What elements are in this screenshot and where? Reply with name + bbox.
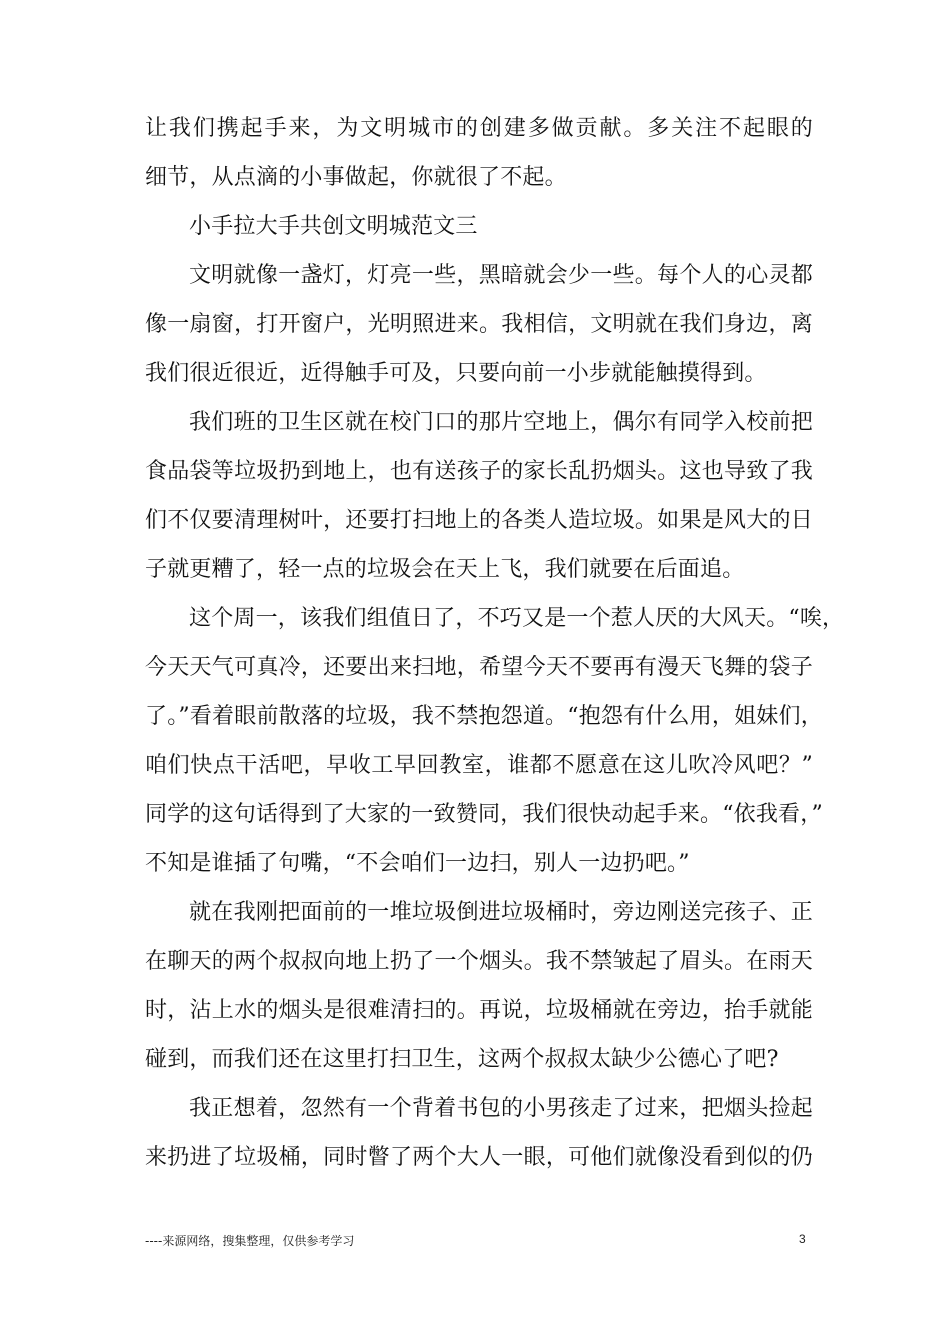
text-line: 在聊天的两个叔叔向地上扔了一个烟头。我不禁皱起了眉头。在雨天 xyxy=(145,949,813,974)
text-line: 时，沾上水的烟头是很难清扫的。再说，垃圾桶就在旁边，抬手就能 xyxy=(145,998,813,1023)
text-line: 同学的这句话得到了大家的一致赞同，我们很快动起手来。“依我看，” xyxy=(145,802,823,827)
section-title: 小手拉大手共创文明城范文三 xyxy=(189,214,478,239)
text-line: 我们班的卫生区就在校门口的那片空地上，偶尔有同学入校前把 xyxy=(189,410,813,435)
text-line: 让我们携起手来，为文明城市的创建多做贡献。多关注不起眼的 xyxy=(145,116,813,141)
text-line: 不知是谁插了句嘴，“不会咱们一边扫，别人一边扔吧。” xyxy=(145,851,690,876)
text-line: 这个周一，该我们组值日了，不巧又是一个惹人厌的大风天。“唉， xyxy=(189,606,845,631)
text-line: 咱们快点干活吧，早收工早回教室，谁都不愿意在这儿吹冷风吧？” xyxy=(145,753,813,778)
text-line: 像一扇窗，打开窗户，光明照进来。我相信，文明就在我们身边，离 xyxy=(145,312,813,337)
text-line: 碰到，而我们还在这里打扫卫生，这两个叔叔太缺少公德心了吧? xyxy=(145,1047,779,1072)
text-line: 文明就像一盏灯，灯亮一些，黑暗就会少一些。每个人的心灵都 xyxy=(189,263,813,288)
text-line: 今天天气可真冷，还要出来扫地，希望今天不要再有漫天飞舞的袋子 xyxy=(145,655,813,680)
text-line: 我们很近很近，近得触手可及，只要向前一小步就能触摸得到。 xyxy=(145,361,767,386)
footer-source-note: ----来源网络，搜集整理，仅供参考学习 xyxy=(145,1234,355,1248)
page-number: 3 xyxy=(799,1232,806,1246)
text-line: 来扔进了垃圾桶，同时瞥了两个大人一眼，可他们就像没看到似的仍 xyxy=(145,1145,813,1170)
text-line: 们不仅要清理树叶，还要打扫地上的各类人造垃圾。如果是风大的日 xyxy=(145,508,813,533)
text-line: 细节，从点滴的小事做起，你就很了不起。 xyxy=(145,165,567,190)
text-line: 了。”看着眼前散落的垃圾，我不禁抱怨道。“抱怨有什么用，姐妹们， xyxy=(145,704,823,729)
text-line: 我正想着，忽然有一个背着书包的小男孩走了过来，把烟头捡起 xyxy=(189,1096,813,1121)
text-line: 就在我刚把面前的一堆垃圾倒进垃圾桶时，旁边刚送完孩子、正 xyxy=(189,900,813,925)
document-body xyxy=(145,104,845,1182)
text-line: 子就更糟了，轻一点的垃圾会在天上飞，我们就要在后面追。 xyxy=(145,557,745,582)
text-line: 食品袋等垃圾扔到地上，也有送孩子的家长乱扔烟头。这也导致了我 xyxy=(145,459,813,484)
